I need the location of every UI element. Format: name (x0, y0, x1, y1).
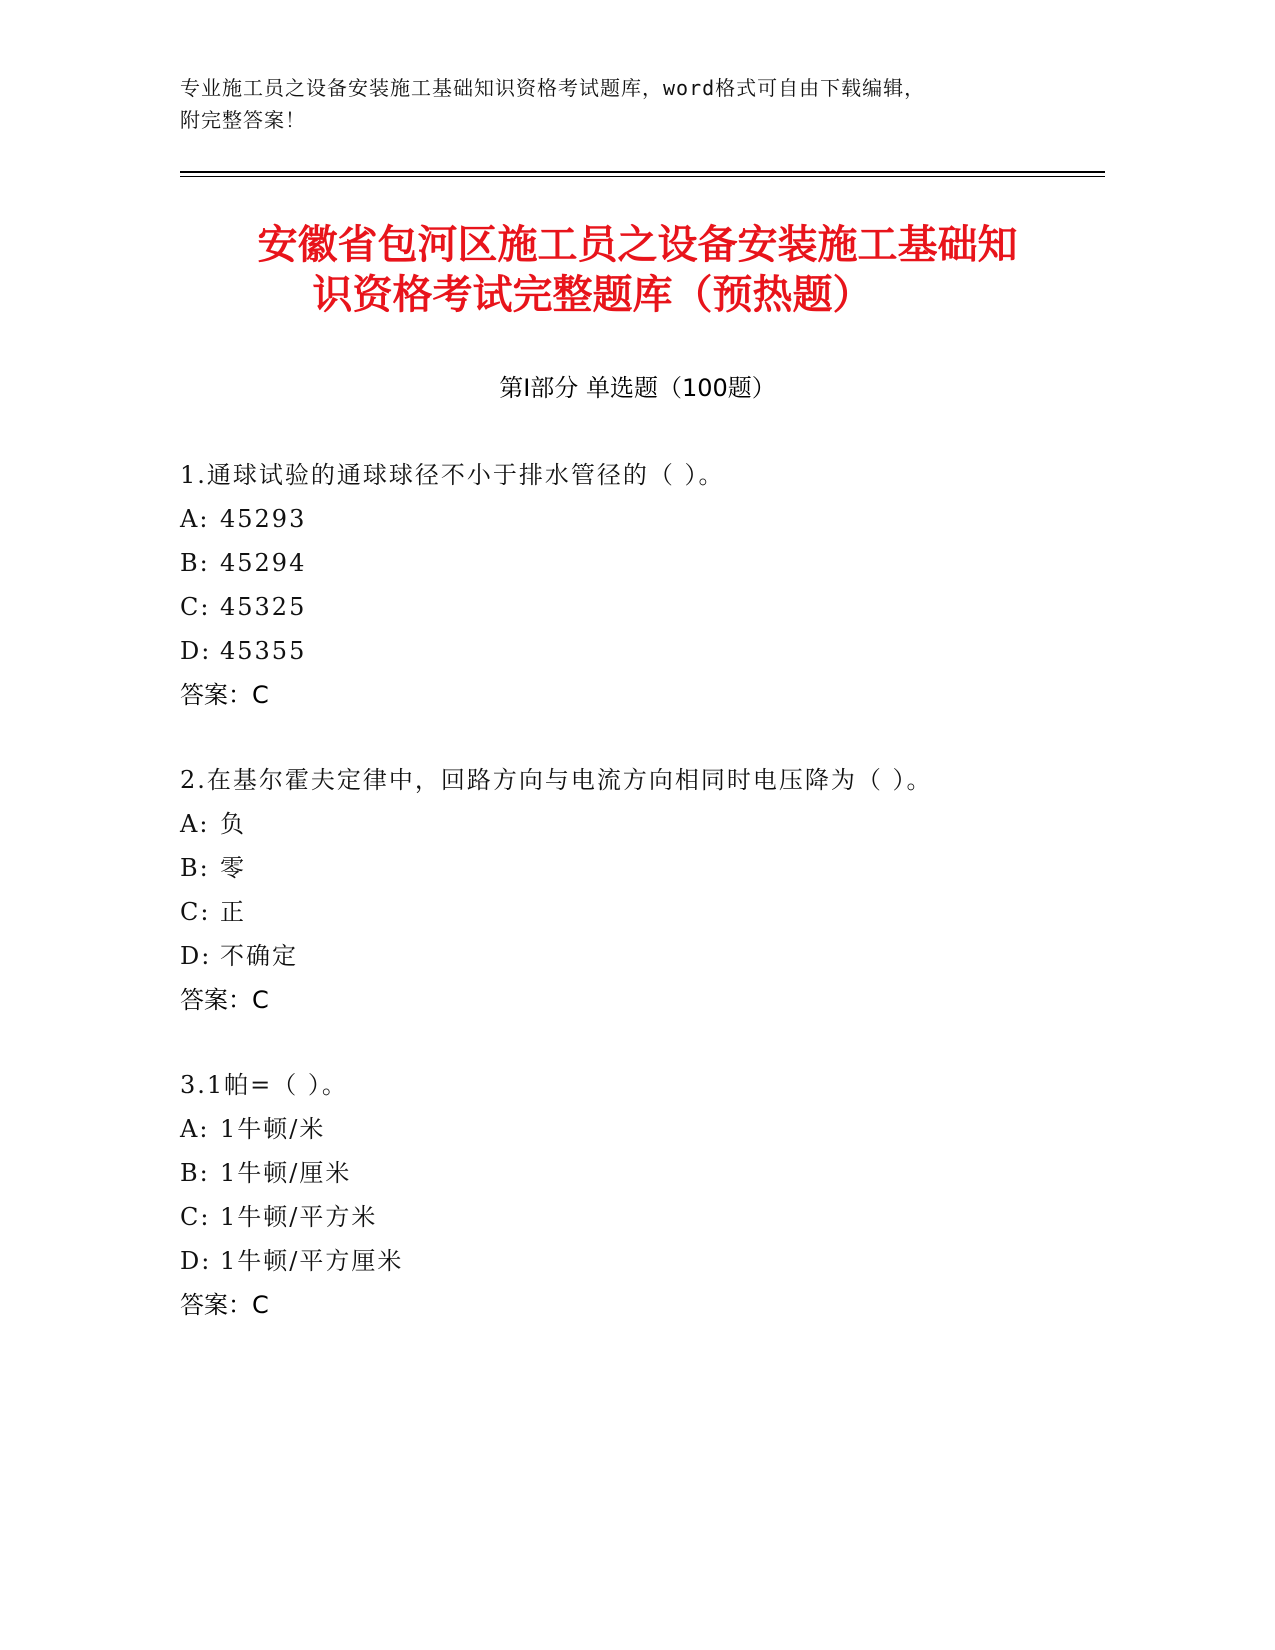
option-text: 1牛顿/米 (220, 1115, 326, 1143)
option-c (180, 890, 1110, 934)
option-d (180, 934, 1110, 978)
option-a (180, 802, 1110, 846)
option-label: A: (180, 505, 210, 533)
section-heading: 第Ⅰ部分 单选题（100题） (499, 374, 776, 402)
option-a (180, 497, 1110, 541)
option-label: A: (180, 810, 210, 838)
option-b (180, 541, 1110, 585)
option-c (180, 1195, 1110, 1239)
option-label: A: (180, 1115, 210, 1143)
option-label: D: (180, 1247, 212, 1275)
option-text: 45325 (220, 593, 307, 621)
option-label: D: (180, 637, 212, 665)
header-divider-thick (180, 171, 1105, 173)
option-text: 1牛顿/平方米 (220, 1203, 378, 1231)
header-divider-thin (180, 176, 1105, 177)
option-label: B: (180, 549, 210, 577)
option-text: 1牛顿/厘米 (220, 1159, 352, 1187)
option-label: C: (180, 593, 211, 621)
option-d (180, 629, 1110, 673)
option-b (180, 846, 1110, 890)
option-text: 45355 (220, 637, 307, 665)
question-stem: 3.1帕=（ ）。 (180, 1071, 348, 1099)
title-line-2: 识资格考试完整题库（预热题） (312, 272, 873, 318)
option-text: 1牛顿/平方厘米 (220, 1247, 404, 1275)
question-3 (180, 1063, 1110, 1327)
option-text: 负 (220, 810, 246, 838)
question-2 (180, 758, 1110, 1022)
option-text: 45294 (220, 549, 307, 577)
option-label: C: (180, 898, 211, 926)
option-label: B: (180, 1159, 210, 1187)
option-c (180, 585, 1110, 629)
question-stem: 1.通球试验的通球球径不小于排水管径的（ ）。 (180, 461, 725, 489)
option-label: D: (180, 942, 212, 970)
option-a (180, 1107, 1110, 1151)
option-label: B: (180, 854, 210, 882)
document-intro (180, 72, 1100, 136)
answer: 答案：C (180, 681, 269, 709)
option-text: 45293 (220, 505, 307, 533)
option-label: C: (180, 1203, 211, 1231)
answer: 答案：C (180, 1291, 269, 1319)
intro-line-2: 附完整答案！ (180, 108, 306, 132)
option-text: 零 (220, 854, 246, 882)
option-b (180, 1151, 1110, 1195)
intro-line-1: 专业施工员之设备安装施工基础知识资格考试题库，word格式可自由下载编辑， (180, 76, 926, 100)
title-line-1: 安徽省包河区施工员之设备安装施工基础知 (257, 222, 1018, 268)
option-text: 不确定 (220, 942, 298, 970)
option-d (180, 1239, 1110, 1283)
answer: 答案：C (180, 986, 269, 1014)
question-1 (180, 453, 1110, 717)
option-text: 正 (220, 898, 246, 926)
question-stem: 2.在基尔霍夫定律中，回路方向与电流方向相同时电压降为（ ）。 (180, 766, 933, 794)
document-title (150, 220, 1125, 320)
